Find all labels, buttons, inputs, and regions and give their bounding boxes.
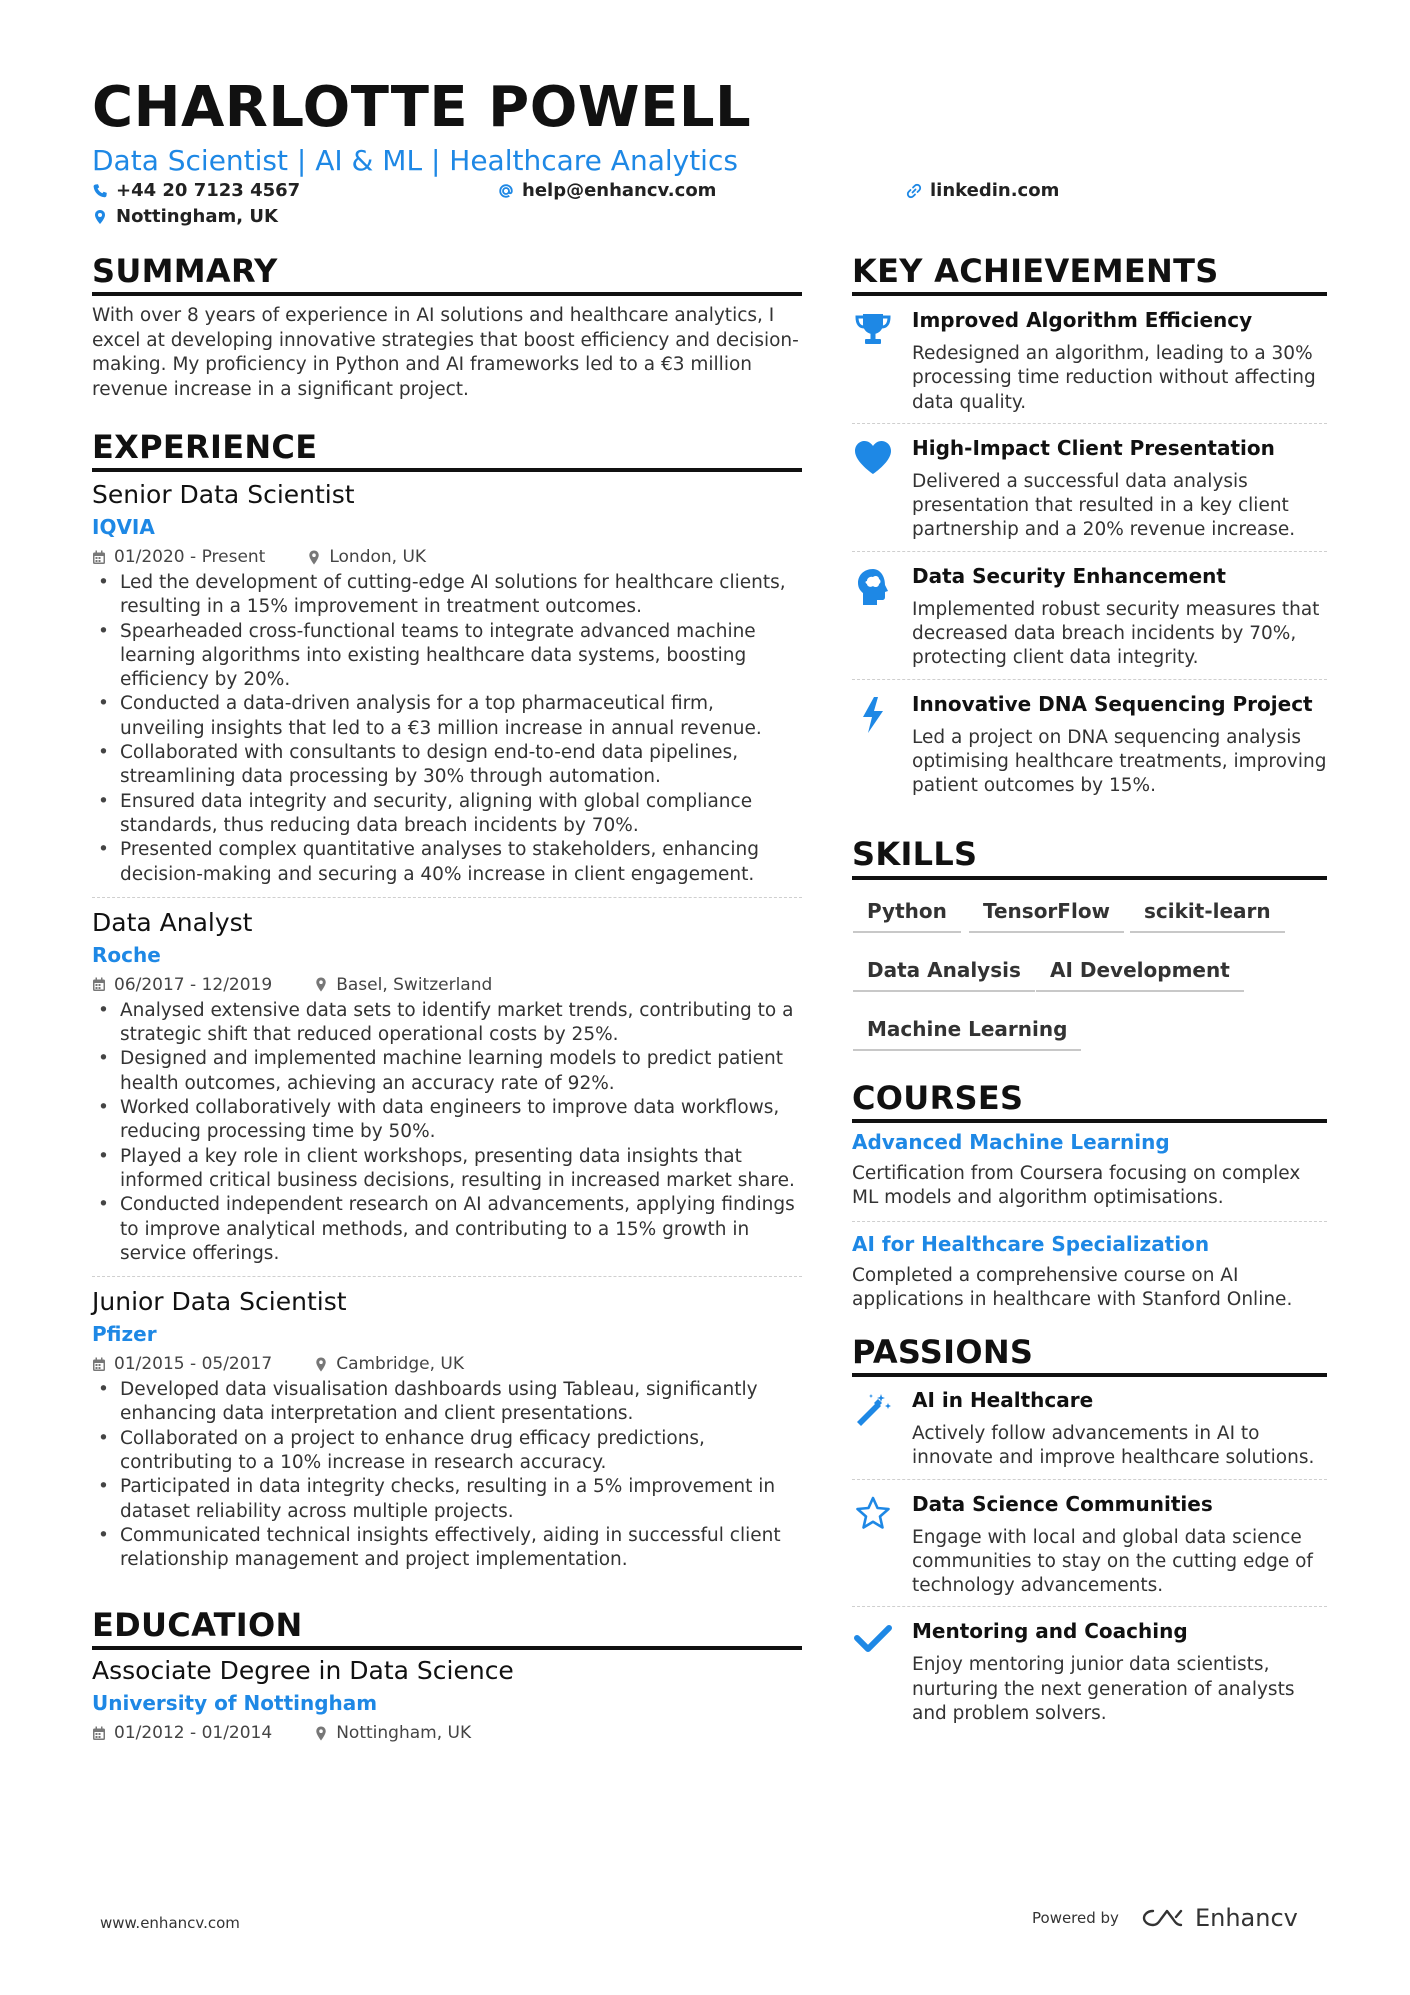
course-title: AI for Healthcare Specialization (852, 1231, 1210, 1256)
job-bullets (92, 999, 802, 1266)
company-name: IQVIA (92, 515, 155, 539)
experience-heading: EXPERIENCE (92, 428, 318, 466)
divider (92, 897, 802, 898)
achievement-desc: Implemented robust security measures that decreased data breach incidents by 70%, protecting client data integrity. (912, 598, 1320, 669)
location-pin-icon (307, 550, 321, 565)
passions-rule (852, 1373, 1327, 1377)
magic-wand-icon (854, 1392, 892, 1428)
achievements-rule (852, 292, 1327, 296)
courses-heading: COURSES (852, 1079, 1024, 1117)
skills-heading: SKILLS (852, 835, 978, 873)
education-entry (92, 1656, 802, 1743)
achievements-list (852, 308, 1327, 799)
company-name: Pfizer (92, 1322, 157, 1347)
achievement-title: Data Security Enhancement (912, 563, 1226, 588)
link-icon (906, 183, 922, 199)
passion-item (852, 1492, 1327, 1599)
experience-list (92, 480, 802, 1573)
footer-website-link[interactable]: www.enhancv.com (100, 1914, 240, 1932)
passions-list (852, 1388, 1327, 1726)
bullet-item: • Communicated technical insights effectively, aiding in successful client relationship management and project implementation. (92, 1524, 802, 1573)
enhancv-logo-icon (1141, 1906, 1187, 1930)
company-name: Roche (92, 942, 161, 967)
bullet-item: • Spearheaded cross-functional teams to integrate advanced machine learning algorithms into existing healthcare data systems, boosting efficiency by 20%. (92, 620, 802, 693)
job-location: London, UK (329, 547, 427, 567)
skill-tag: TensorFlow (969, 899, 1124, 933)
brain-head-icon (856, 568, 890, 606)
summary-heading: SUMMARY (92, 252, 278, 290)
passion-item (852, 1388, 1327, 1471)
job-bullets (92, 1378, 802, 1572)
calendar-icon (92, 550, 106, 565)
job-location: Cambridge, UK (336, 1354, 464, 1375)
achievement-item (852, 564, 1327, 671)
divider (852, 423, 1327, 424)
trophy-icon (854, 312, 892, 346)
bullet-item: • Ensured data integrity and security, aligning with global compliance standards, thus reducing data breach incidents by 70%. (92, 790, 802, 839)
passion-title: Mentoring and Coaching (912, 1619, 1188, 1644)
bullet-item: • Analysed extensive data sets to identify market trends, contributing to a strategic shift that reduced operational costs by 25%. (92, 999, 802, 1048)
passion-item (852, 1619, 1327, 1726)
passion-desc: Actively follow advancements in AI to innovate and improve healthcare solutions. (912, 1423, 1315, 1469)
lightning-icon (860, 696, 886, 734)
linkedin-text[interactable]: linkedin.com (930, 180, 1060, 201)
star-icon (855, 1496, 891, 1530)
passions-heading: PASSIONS (852, 1333, 1034, 1371)
achievement-title: High-Impact Client Presentation (912, 435, 1275, 460)
skill-tag: scikit-learn (1130, 899, 1285, 933)
job-dates: 01/2015 - 05/2017 (114, 1354, 273, 1375)
bullet-item: • Led the development of cutting-edge AI solutions for healthcare clients, resulting in a 15% improvement in treatment outcomes. (92, 571, 802, 620)
divider (852, 679, 1327, 680)
courses-list (852, 1130, 1327, 1312)
education-location: Nottingham, UK (336, 1723, 472, 1743)
passion-desc: Enjoy mentoring junior data scientists, nurturing the next generation of analysts and problem solvers. (912, 1654, 1295, 1725)
job-entry (92, 1287, 802, 1572)
achievement-title: Improved Algorithm Efficiency (912, 308, 1253, 332)
candidate-title: Data Scientist | AI & ML | Healthcare Analytics (92, 144, 738, 177)
location-contact (92, 206, 278, 227)
location-pin-icon (92, 209, 108, 225)
bullet-item: • Designed and implemented machine learning models to predict patient health outcomes, achieving an accuracy rate of 92%. (92, 1047, 802, 1096)
divider (852, 1479, 1327, 1480)
achievement-item (852, 308, 1327, 415)
candidate-name: CHARLOTTE POWELL (92, 75, 752, 140)
enhancv-brand-text: Enhancv (1194, 1904, 1298, 1932)
job-title: Junior Data Scientist (92, 1287, 347, 1317)
degree-title: Associate Degree in Data Science (92, 1656, 514, 1685)
course-item (852, 1130, 1327, 1211)
checkmark-icon (854, 1623, 892, 1653)
enhancv-logo[interactable] (1141, 1904, 1298, 1932)
passion-title: AI in Healthcare (912, 1388, 1094, 1412)
skill-tag: AI Development (1036, 958, 1244, 992)
achievement-item (852, 692, 1327, 799)
calendar-icon (92, 977, 106, 992)
achievement-desc: Redesigned an algorithm, leading to a 30% processing time reduction without affecting data quality. (912, 343, 1316, 413)
bullet-item: • Conducted a data-driven analysis for a top pharmaceutical firm, unveiling insights that led to a €3 million increase in annual revenue. (92, 692, 802, 741)
at-sign-icon (498, 183, 514, 199)
achievement-desc: Delivered a successful data analysis presentation that resulted in a key client partnership and a 20% revenue increase. (912, 470, 1296, 541)
footer-branding (1032, 1904, 1298, 1932)
job-entry (92, 480, 802, 887)
education-dates: 01/2012 - 01/2014 (114, 1723, 273, 1743)
skill-tag: Machine Learning (853, 1017, 1081, 1051)
achievement-desc: Led a project on DNA sequencing analysis optimising healthcare treatments, improving patient outcomes by 15%. (912, 726, 1327, 797)
achievement-title: Innovative DNA Sequencing Project (912, 691, 1313, 716)
bullet-item: • Conducted independent research on AI advancements, applying findings to improve analytical methods, and contributing to a 15% growth in service offerings. (92, 1193, 802, 1266)
job-title: Senior Data Scientist (92, 480, 355, 509)
education-meta (92, 1723, 802, 1743)
summary-text: With over 8 years of experience in AI solutions and healthcare analytics, I excel at developing innovative strategies that boost efficiency and decision-making. My proficiency in Python and AI frameworks led to a €3 million revenue increase in a significant project. (92, 305, 799, 400)
bullet-item: • Worked collaboratively with data engineers to improve data workflows, reducing processing time by 50%. (92, 1096, 802, 1145)
course-item (852, 1232, 1327, 1313)
education-rule (92, 1646, 802, 1650)
bullet-item: • Presented complex quantitative analyses to stakeholders, enhancing decision-making and securing a 40% increase in client engagement. (92, 838, 802, 887)
phone-icon (92, 183, 108, 199)
calendar-icon (92, 1357, 106, 1372)
job-meta (92, 547, 802, 567)
bullet-item: • Played a key role in client workshops, presenting data insights that informed critical business decisions, resulting in increased market share. (92, 1145, 802, 1194)
email-text[interactable]: help@enhancv.com (522, 180, 717, 201)
course-title: Advanced Machine Learning (852, 1130, 1170, 1154)
location-pin-icon (314, 1357, 328, 1372)
powered-by-text: Powered by (1032, 1909, 1119, 1927)
passion-desc: Engage with local and global data science communities to stay on the cutting edge of technology advancements. (912, 1526, 1313, 1597)
job-meta (92, 975, 802, 995)
job-meta (92, 1354, 802, 1374)
location-pin-icon (314, 977, 328, 992)
achievements-heading: KEY ACHIEVEMENTS (852, 252, 1219, 290)
divider (92, 1276, 802, 1277)
divider (852, 1221, 1327, 1222)
passion-title: Data Science Communities (912, 1491, 1213, 1516)
skill-tag: Python (853, 899, 961, 933)
achievement-item (852, 436, 1327, 543)
email-contact[interactable] (498, 180, 716, 201)
bullet-item: • Developed data visualisation dashboards using Tableau, significantly enhancing data interpretation and client presentations. (92, 1378, 802, 1427)
course-desc: Completed a comprehensive course on AI applications in healthcare with Stanford Online. (852, 1264, 1293, 1310)
course-desc: Certification from Coursera focusing on complex ML models and algorithm optimisations. (852, 1163, 1301, 1209)
bullet-item: • Participated in data integrity checks, resulting in a 5% improvement in dataset reliability across multiple projects. (92, 1475, 802, 1524)
courses-rule (852, 1119, 1327, 1123)
divider (852, 551, 1327, 552)
location-pin-icon (314, 1726, 328, 1741)
job-title: Data Analyst (92, 907, 253, 937)
divider (852, 1606, 1327, 1607)
skill-tag: Data Analysis (853, 958, 1035, 992)
phone-text: +44 20 7123 4567 (116, 180, 301, 201)
education-heading: EDUCATION (92, 1606, 303, 1644)
experience-rule (92, 468, 802, 472)
school-name: University of Nottingham (92, 1691, 378, 1715)
bullet-item: • Collaborated with consultants to design end-to-end data pipelines, streamlining data processing by 30% through automation. (92, 741, 802, 790)
job-entry (92, 908, 802, 1266)
job-dates: 06/2017 - 12/2019 (114, 974, 273, 995)
calendar-icon (92, 1726, 106, 1741)
bullet-item: • Collaborated on a project to enhance drug efficacy predictions, contributing to a 10% increase in research accuracy. (92, 1427, 802, 1476)
job-dates: 01/2020 - Present (114, 547, 266, 567)
job-location: Basel, Switzerland (336, 974, 493, 995)
location-text: Nottingham, UK (116, 206, 278, 227)
summary-rule (92, 292, 802, 296)
job-bullets (92, 571, 802, 887)
phone-contact (92, 180, 300, 201)
heart-icon (853, 440, 893, 476)
linkedin-contact[interactable] (906, 180, 1059, 201)
skills-rule (852, 876, 1327, 880)
